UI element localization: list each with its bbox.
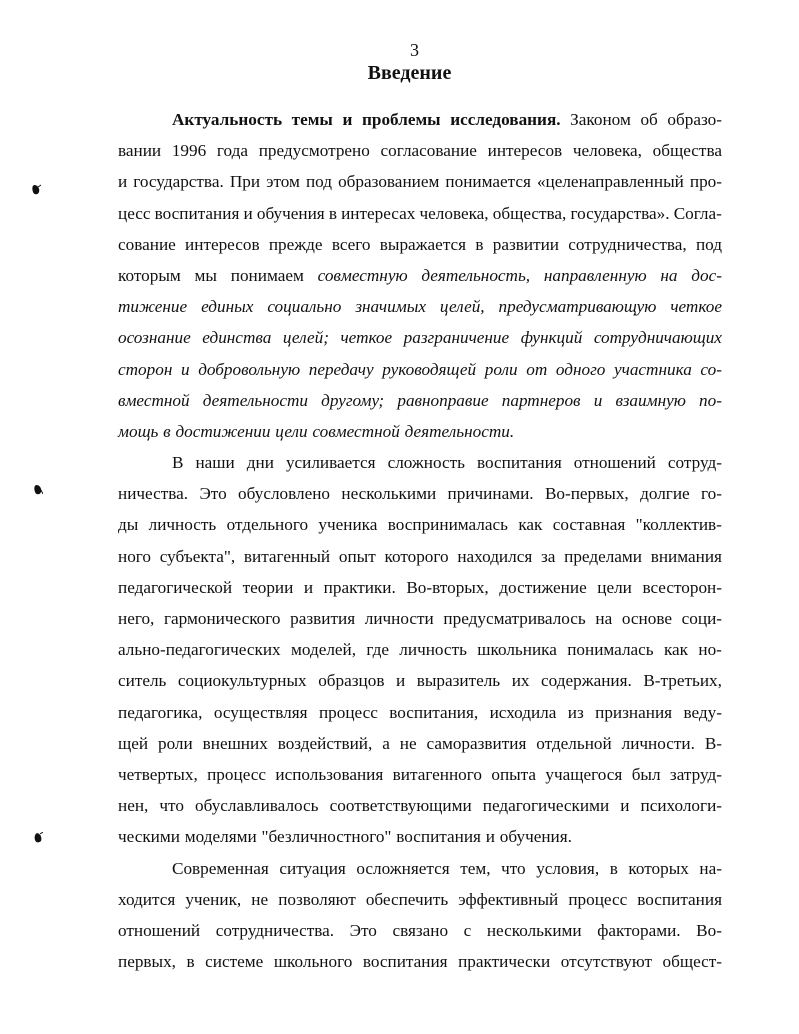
text-line: педагогика, осуществляя процесс воспитания, исходила из признания веду- xyxy=(118,702,722,722)
text-line: тижение единых социально значимых целей, предусматривающую четкое xyxy=(118,297,722,317)
text-line: вании 1996 года предусмотрено согласование интересов человека, общества xyxy=(118,141,722,161)
text-line: ного субъекта", витагенный опыт которого находился за пределами внимания xyxy=(118,546,722,566)
text-line: сторон и добровольную передачу руководящей роли от одного участника со- xyxy=(118,359,722,379)
text-line: сование интересов прежде всего выражается в развитии сотрудничества, под xyxy=(118,234,722,254)
text-line: первых, в системе школьного воспитания практически отсутствуют общест- xyxy=(118,952,722,972)
text-line: и государства. При этом под образованием понимается «целенаправленный про- xyxy=(118,172,722,192)
page-title: Введение xyxy=(367,62,452,84)
text-line: ально-педагогических моделей, где личность школьника понималась как но- xyxy=(118,640,722,660)
text-line: ситель социокультурных образцов и выразитель их содержания. В-третьих, xyxy=(118,671,722,691)
paragraph xyxy=(118,853,722,978)
paragraph xyxy=(118,447,722,852)
text-line: четвертых, процесс использования витагенного опыта учащегося был затруд- xyxy=(118,764,722,784)
page-number: 3 xyxy=(410,40,419,60)
text-line: него, гармонического развития личности предусматривалось на основе соци- xyxy=(118,609,722,628)
text-line: нен, что обуславливалось соответствующими педагогическими и психологи- xyxy=(118,796,722,816)
text-line: осознание единства целей; четкое разграничение функций сотрудничающих xyxy=(118,328,722,348)
paragraph xyxy=(118,104,722,447)
text-line: педагогической теории и практики. Во-вторых, достижение цели всесторон- xyxy=(118,577,722,597)
text-line: ходится ученик, не позволяют обеспечить эффективный процесс воспитания xyxy=(118,889,722,909)
text-line: В наши дни усиливается сложность воспитания отношений сотруд- xyxy=(172,453,722,473)
text-line: Актуальность темы и проблемы исследования. Законом об образо- xyxy=(172,110,722,129)
text-line: ничества. Это обусловлено несколькими причинами. Во-первых, долгие го- xyxy=(118,484,722,504)
text-line: щей роли внешних воздействий, а не саморазвития отдельной личности. В- xyxy=(118,733,722,753)
text-line: Современная ситуация осложняется тем, что условия, в которых на- xyxy=(172,858,722,878)
text-line: цесс воспитания и обучения в интересах человека, общества, государства». Согла- xyxy=(118,203,722,223)
text-line: которым мы понимаем совместную деятельность, направленную на дос- xyxy=(118,265,722,285)
text-line: отношений сотрудничества. Это связано с несколькими факторами. Во- xyxy=(118,920,722,940)
text-line: мощь в достижении цели совместной деятельности. xyxy=(118,421,515,441)
binding-hole-mark xyxy=(34,832,43,844)
body-text xyxy=(118,104,722,977)
binding-hole-mark xyxy=(32,184,41,196)
text-line: ды личность отдельного ученика воспринималась как составная "коллектив- xyxy=(118,515,722,535)
binding-hole-mark xyxy=(34,484,43,496)
text-line: вместной деятельности другому; равноправие партнеров и взаимную по- xyxy=(118,390,722,410)
text-line: ческими моделями "безличностного" воспитания и обучения. xyxy=(118,827,572,847)
